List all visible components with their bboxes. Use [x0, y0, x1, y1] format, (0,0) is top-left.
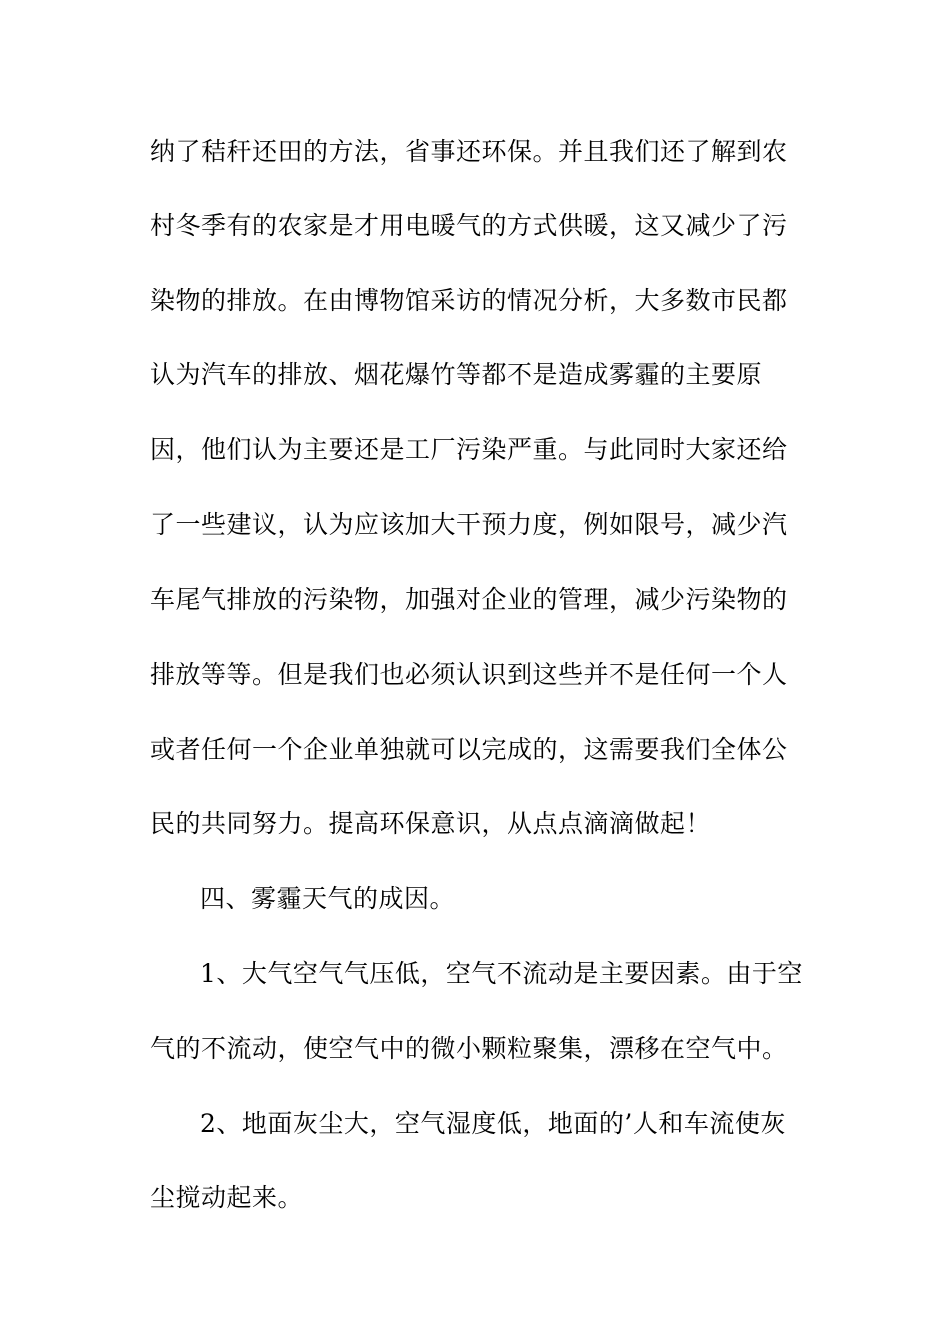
list-item-line: 气的不流动，使空气中的微小颗粒聚集，漂移在空气中。 [150, 1034, 788, 1063]
paragraph-line: 纳了秸秆还田的方法，省事还环保。并且我们还了解到农 [150, 137, 788, 166]
paragraph-line: 认为汽车的排放、烟花爆竹等都不是造成雾霾的主要原 [150, 360, 763, 389]
paragraph-line: 车尾气排放的污染物，加强对企业的管理，减少污染物的 [150, 585, 788, 614]
paragraph-line: 村冬季有的农家是才用电暖气的方式供暖，这又减少了污 [150, 211, 788, 240]
paragraph-line: 或者任何一个企业单独就可以完成的，这需要我们全体公 [150, 735, 788, 764]
paragraph-line: 排放等等。但是我们也必须认识到这些并不是任何一个人 [150, 660, 788, 689]
section-heading: 四、雾霾天气的成因。 [200, 884, 456, 913]
list-item-line: 2、地面灰尘大，空气湿度低，地面的’人和车流使灰 [200, 1109, 786, 1138]
paragraph-line: 染物的排放。在由博物馆采访的情况分析，大多数市民都 [150, 286, 788, 315]
paragraph-line: 因，他们认为主要还是工厂污染严重。与此同时大家还给 [150, 435, 788, 464]
paragraph-line: 了一些建议，认为应该加大干预力度，例如限号，减少汽 [150, 510, 788, 539]
list-item-line: 1、大气空气气压低，空气不流动是主要因素。由于空 [200, 959, 803, 988]
paragraph-line: 民的共同努力。提高环保意识，从点点滴滴做起！ [150, 809, 712, 838]
list-item-line: 尘搅动起来。 [150, 1183, 304, 1212]
